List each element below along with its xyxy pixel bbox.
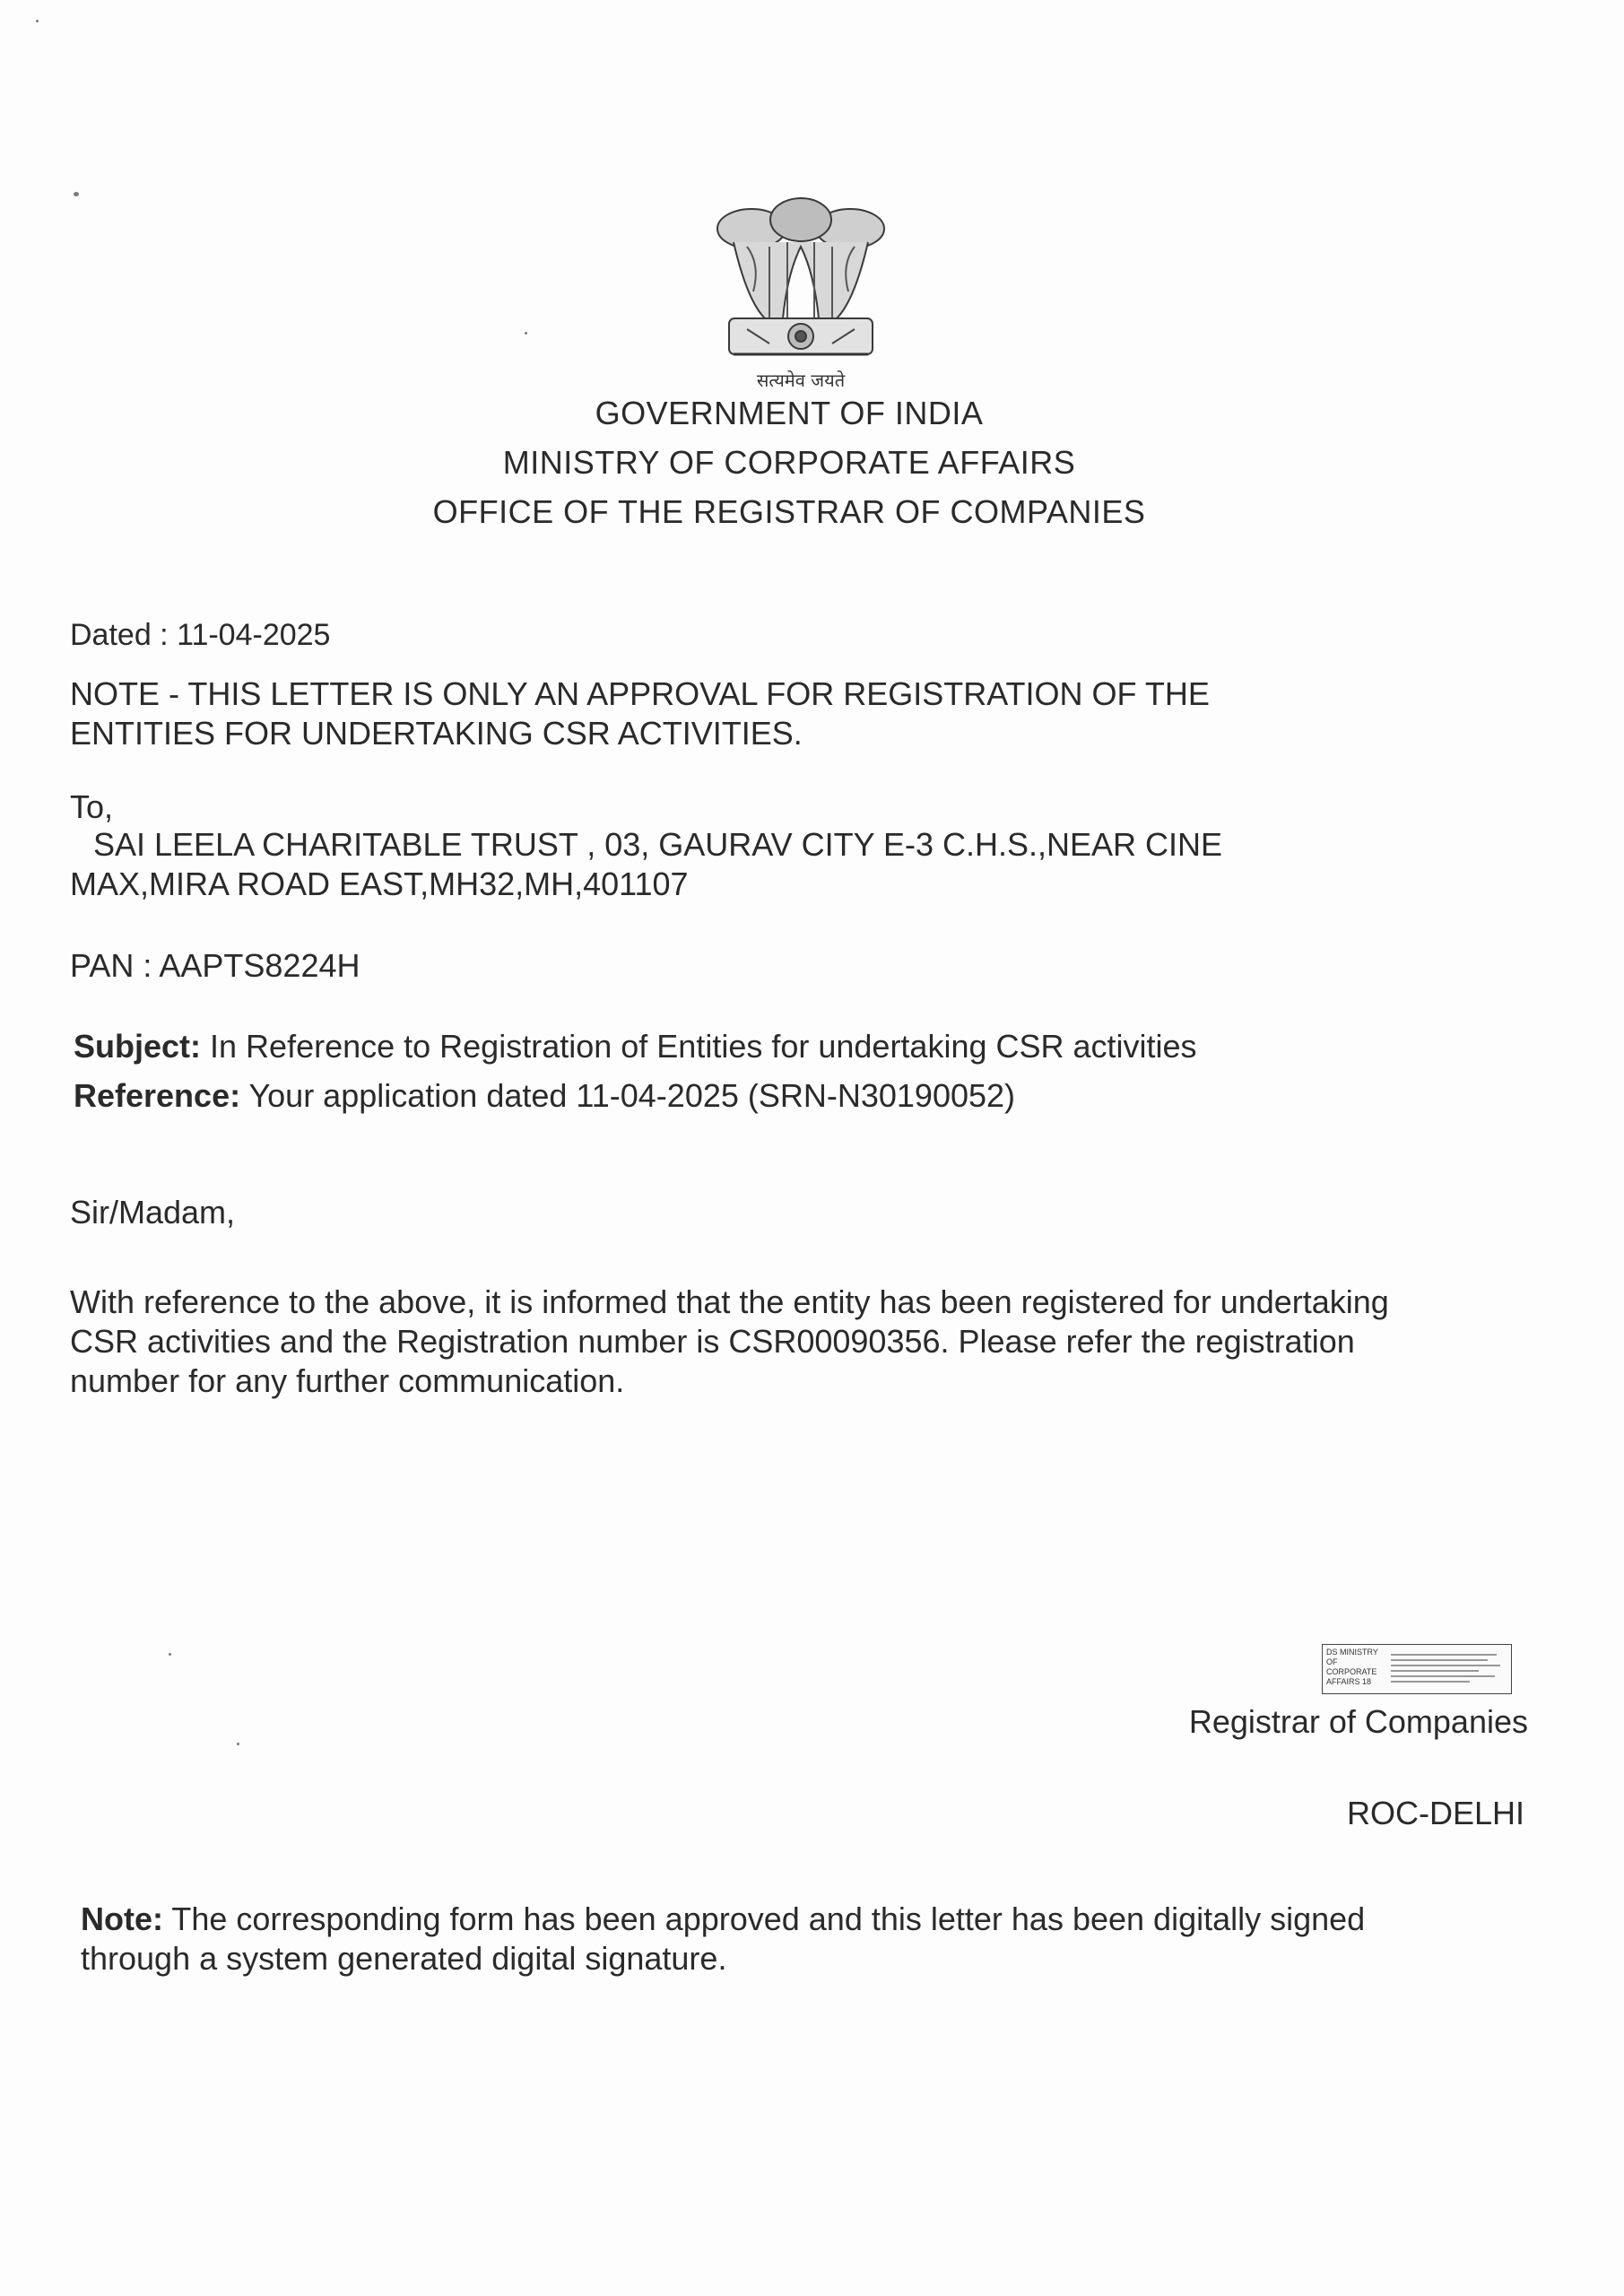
scan-speck — [169, 1653, 171, 1656]
digital-signature-stamp — [1322, 1644, 1512, 1694]
approval-note-line: NOTE - THIS LETTER IS ONLY AN APPROVAL FOR REGISTRATION OF THE — [70, 675, 1210, 712]
scan-speck — [74, 192, 79, 196]
header-government: GOVERNMENT OF INDIA — [595, 395, 984, 431]
subject-label: Subject: — [74, 1028, 202, 1065]
footer-note-text: The corresponding form has been approved and this letter has been digitally signed — [163, 1900, 1366, 1937]
scan-speck — [237, 1743, 239, 1745]
subject-text: In Reference to Registration of Entities for undertaking CSR activities — [201, 1028, 1197, 1065]
header-office: OFFICE OF THE REGISTRAR OF COMPANIES — [432, 493, 1146, 530]
reference-line — [74, 1076, 1508, 1116]
reference-label: Reference: — [74, 1077, 241, 1114]
header-ministry: MINISTRY OF CORPORATE AFFAIRS — [502, 444, 1076, 481]
recipient-address — [70, 825, 1415, 904]
footer-note-line: through a system generated digital signature. — [81, 1940, 727, 1977]
to-label: To, — [70, 788, 114, 825]
address-line: SAI LEELA CHARITABLE TRUST , 03, GAURAV CITY E-3 C.H.S.,NEAR CINE — [93, 826, 1223, 863]
body-line: CSR activities and the Registration number is CSR00090356. Please refer the registration — [70, 1323, 1355, 1360]
stamp-detail-icon — [1389, 1651, 1504, 1687]
stamp-label-line: CORPORATE — [1326, 1667, 1377, 1676]
address-line: MAX,MIRA ROAD EAST,MH32,MH,401107 — [70, 865, 689, 902]
footer-note-line — [81, 1900, 1533, 1939]
national-emblem-icon — [698, 193, 904, 381]
emblem-motto: सत्यमेव जयते — [756, 370, 846, 391]
footer-note-label: Note: — [81, 1900, 163, 1937]
body-line: With reference to the above, it is informed that the entity has been registered for undertaking — [70, 1283, 1389, 1320]
approval-note — [70, 674, 1469, 753]
stamp-label-line: AFFAIRS 18 — [1326, 1677, 1372, 1686]
pan-number: PAN : AAPTS8224H — [70, 947, 360, 984]
stamp-label-line: DS MINISTRY OF — [1326, 1648, 1378, 1666]
stamp-label — [1326, 1648, 1385, 1687]
body-line: number for any further communication. — [70, 1362, 625, 1399]
reference-text: Your application dated 11-04-2025 (SRN-N30190052) — [240, 1077, 1016, 1114]
approval-note-line: ENTITIES FOR UNDERTAKING CSR ACTIVITIES. — [70, 715, 803, 752]
letter-date: Dated : 11-04-2025 — [70, 618, 331, 652]
signatory-title: Registrar of Companies — [1188, 1703, 1528, 1740]
scan-speck — [36, 20, 39, 22]
body-paragraph — [70, 1283, 1541, 1401]
signatory-office: ROC-DELHI — [1346, 1795, 1524, 1831]
salutation: Sir/Madam, — [70, 1194, 236, 1231]
scan-speck — [525, 332, 527, 335]
footer-note — [81, 1900, 1533, 1979]
subject-line — [74, 1027, 1508, 1066]
